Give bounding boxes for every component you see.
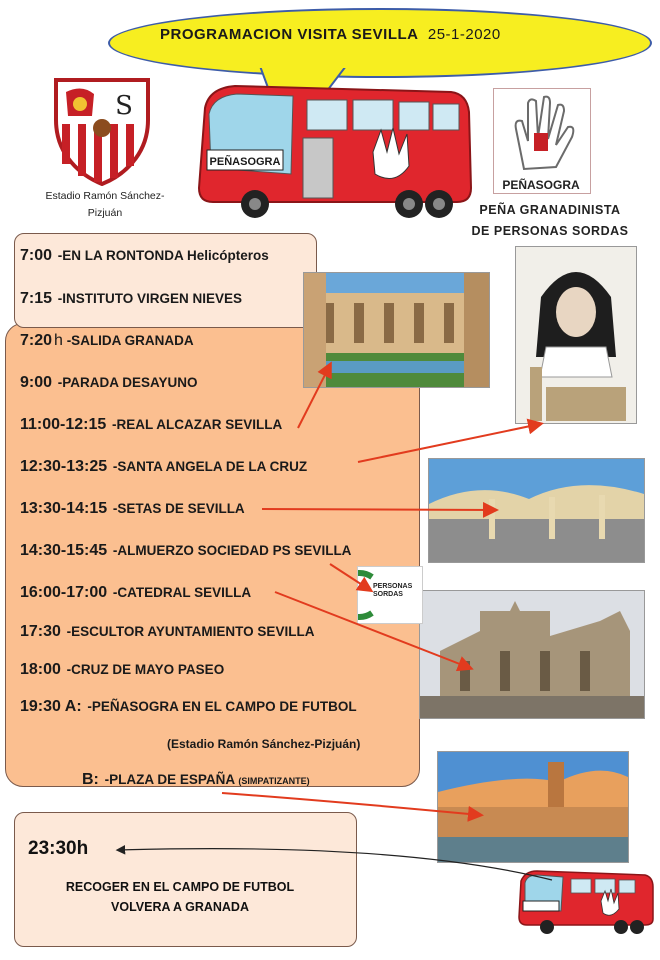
catedral-photo: [419, 590, 645, 719]
alcazar-image-icon: [304, 273, 489, 387]
schedule-row: 11:00-12:15 -REAL ALCAZAR SEVILLA: [20, 416, 283, 433]
setas-photo: [428, 458, 645, 563]
schedule-row: 7:00 -EN LA RONTONDA Helicópteros: [20, 247, 269, 264]
return-line-1: RECOGER EN EL CAMPO DE FUTBOL: [65, 880, 295, 894]
plaza-espana-photo: [437, 751, 629, 863]
real-alcazar-photo: [303, 272, 490, 388]
logo-name: PEÑASOGRA: [502, 178, 580, 192]
return-line-2: VOLVERA A GRANADA: [111, 900, 249, 914]
plaza-espana-image-icon: [438, 752, 628, 862]
santa-angela-image-icon: [516, 247, 636, 423]
schedule-row: 13:30-14:15 -SETAS DE SEVILLA: [20, 500, 245, 517]
schedule-row: 17:30 -ESCULTOR AYUNTAMIENTO SEVILLA: [20, 623, 315, 640]
ps-logo-text: PERSONAS SORDAS: [373, 583, 413, 598]
pena-line-1: PEÑA GRANADINISTA: [479, 203, 621, 217]
schedule-row: 19:30 A: -PEÑASOGRA EN EL CAMPO DE FUTBOL: [20, 698, 357, 715]
catedral-image-icon: [420, 591, 644, 718]
schedule-row: 14:30-15:45 -ALMUERZO SOCIEDAD PS SEVILLA: [20, 542, 352, 559]
stadium-label: Estadio Ramón Sánchez- Pizjuán: [45, 190, 165, 219]
setas-image-icon: [429, 459, 644, 562]
hand-logo-icon: [494, 89, 590, 175]
small-bus-icon: [517, 867, 655, 935]
sevilla-crest-icon: [52, 76, 152, 186]
schedule-row: 12:30-13:25 -SANTA ANGELA DE LA CRUZ: [20, 458, 308, 475]
schedule-row: 7:20 h -SALIDA GRANADA: [20, 332, 194, 349]
svg-text:PEÑASOGRA: PEÑASOGRA: [209, 156, 281, 168]
title-bubble: [108, 8, 652, 78]
option-b-row: B: -PLAZA DE ESPAÑA (SIMPATIZANTE): [82, 771, 310, 788]
svg-text:S: S: [115, 91, 133, 121]
schedule-row: 9:00 -PARADA DESAYUNO: [20, 374, 198, 391]
return-time: 23:30h: [28, 838, 89, 859]
schedule-row: 16:00-17:00 -CATEDRAL SEVILLA: [20, 584, 252, 601]
pena-line-2: DE PERSONAS SORDAS: [471, 224, 629, 238]
stadium-note: (Estadio Ramón Sánchez-Pizjuán): [167, 737, 361, 751]
page-title: PROGRAMACION VISITA SEVILLA 25-1-2020: [160, 26, 501, 43]
schedule-row: 18:00 -CRUZ DE MAYO PASEO: [20, 661, 225, 678]
schedule-row: 7:15 -INSTITUTO VIRGEN NIEVES: [20, 290, 243, 307]
santa-angela-photo: [515, 246, 637, 424]
bus-illustration-icon: [195, 78, 475, 228]
